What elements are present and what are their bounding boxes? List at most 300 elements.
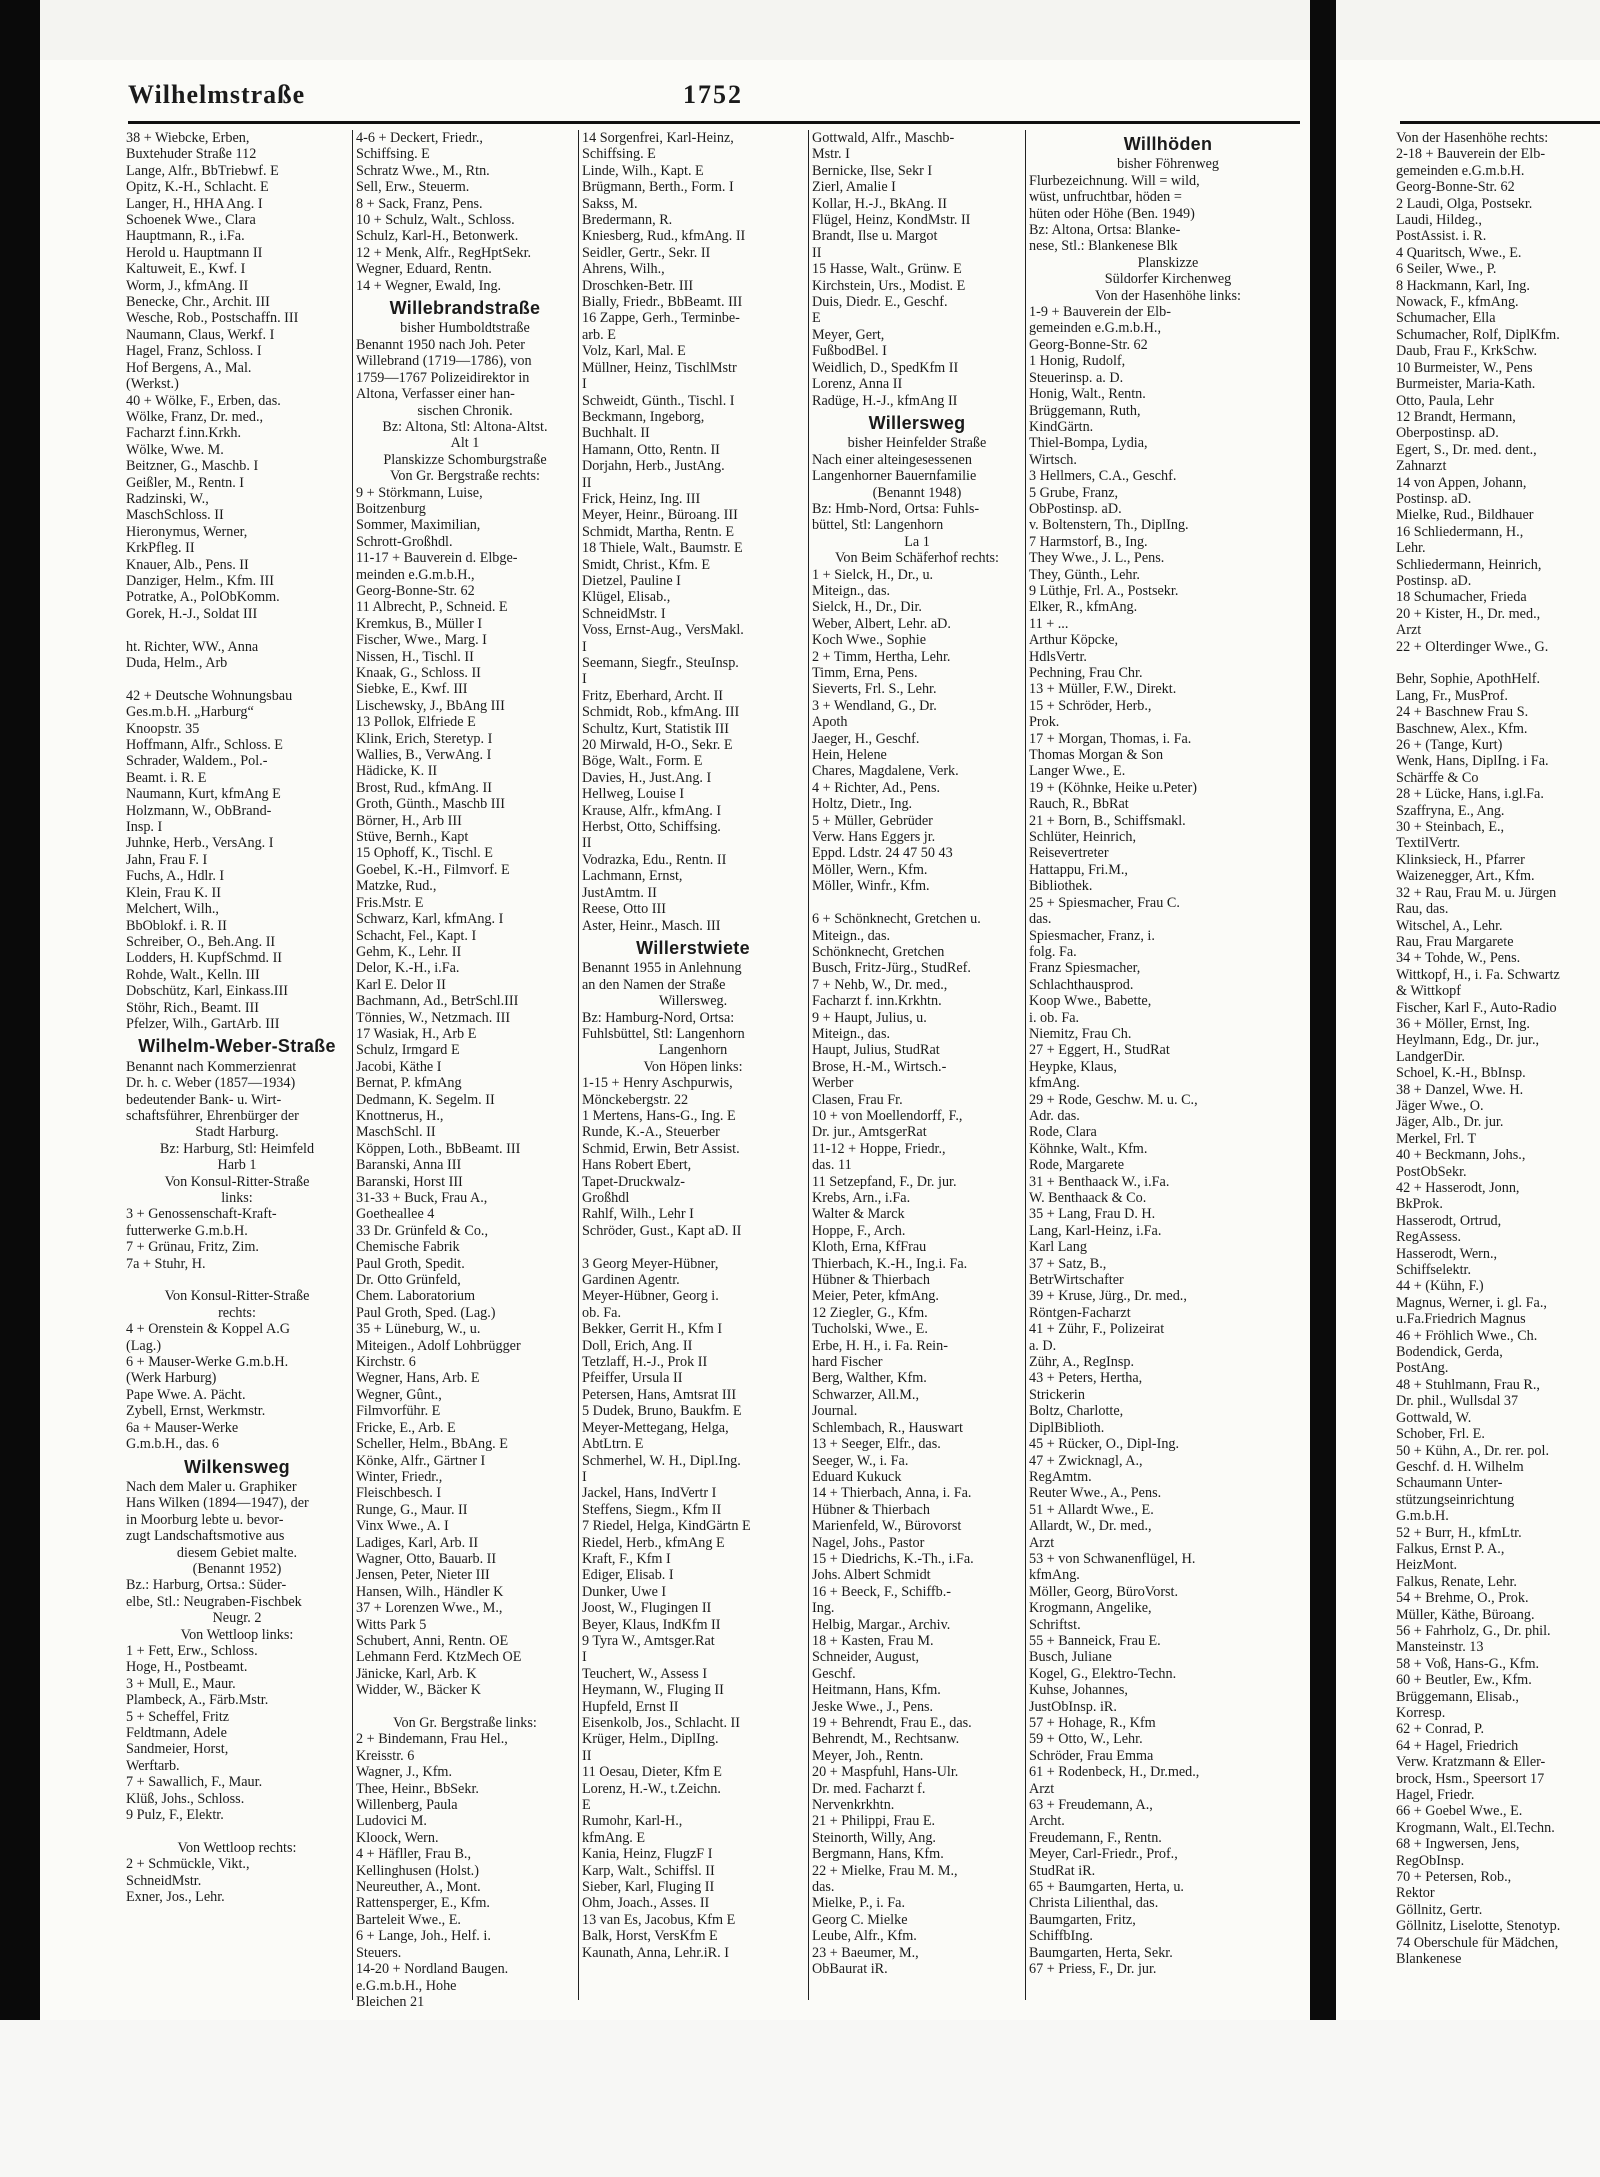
directory-line: Oberpostinsp. aD. <box>1396 425 1499 442</box>
directory-line: in Moorburg lebte u. bevor- <box>126 1511 284 1528</box>
directory-line: 9 + Störkmann, Luise, <box>356 484 483 501</box>
directory-line: Gorek, H.-J., Soldat III <box>126 605 258 622</box>
directory-line: Willebrand (1719—1786), von <box>356 353 532 370</box>
directory-line: 45 + Rücker, O., Dipl-Ing. <box>1029 1436 1180 1453</box>
directory-line: Ediger, Elisab. I <box>582 1567 674 1584</box>
directory-line: Kellinghusen (Holst.) <box>356 1862 479 1879</box>
directory-line: Schwarz, Karl, kfmAng. I <box>356 911 504 928</box>
directory-line: Schreiber, O., Beh.Ang. II <box>126 933 276 950</box>
directory-line: 4 + Richter, Ad., Pens. <box>812 779 941 796</box>
directory-line: bisher Humboldtstraße <box>400 320 530 337</box>
directory-line: 15 Ophoff, K., Tischl. E <box>356 845 493 862</box>
directory-line: Meyer-Mettegang, Helga, <box>582 1419 729 1436</box>
directory-line: Rektor <box>1396 1885 1435 1902</box>
page-gutter <box>1310 0 1336 2177</box>
directory-line: Goebel, K.-H., Filmvorf. E <box>356 861 510 878</box>
directory-line: Schmid, Erwin, Betr Assist. <box>582 1140 740 1157</box>
directory-line: Planskizze <box>1137 254 1199 271</box>
directory-line: v. Boltenstern, Th., DiplIng. <box>1029 517 1189 534</box>
directory-line: RegAssess. <box>1396 1229 1462 1246</box>
directory-column-2 <box>356 130 574 2010</box>
directory-line: 6 + Lange, Joh., Helf. i. <box>356 1928 491 1945</box>
directory-line: Bz: Altona, Ortsa: Blanke- <box>1029 222 1181 239</box>
directory-line: Witts Park 5 <box>356 1616 427 1633</box>
directory-line: Von Gr. Bergstraße links: <box>393 1715 537 1731</box>
running-head <box>128 80 1298 120</box>
directory-line: Behrendt, M., Rechtsanw. <box>812 1731 960 1748</box>
directory-line: 57 + Hohage, R., Kfm <box>1029 1715 1156 1731</box>
scan-left-edge <box>0 0 40 2177</box>
directory-line: 27 + Eggert, H., StudRat <box>1029 1042 1170 1059</box>
directory-line: Johs. Albert Schmidt <box>812 1567 931 1584</box>
directory-line: 19 + (Köhnke, Heike u.Peter) <box>1029 779 1197 796</box>
directory-line: Schultz, Kurt, Statistik III <box>582 720 729 737</box>
directory-line: 22 + Mielke, Frau M. M., <box>812 1862 958 1879</box>
directory-line: Ohm, Joach., Asses. II <box>582 1895 710 1912</box>
directory-line: Schmidt, Martha, Rentn. E <box>582 523 735 540</box>
directory-line: DiplBiblioth. <box>1029 1419 1105 1436</box>
directory-line: Filmvorführ. E <box>356 1403 441 1420</box>
directory-line: Bredermann, R. <box>582 212 673 229</box>
directory-line: schaftsführer, Ehrenbürger der <box>126 1107 299 1124</box>
directory-line: Von Wettloop rechts: <box>177 1839 297 1856</box>
directory-line: 37 + Satz, B., <box>1029 1255 1107 1272</box>
directory-line: Baranski, Anna III <box>356 1157 462 1174</box>
directory-line: Dedmann, K. Segelm. II <box>356 1091 495 1108</box>
directory-line: Zybell, Ernst, Werkmstr. <box>126 1403 266 1420</box>
directory-line: 34 + Tohde, W., Pens. <box>1396 950 1521 967</box>
directory-line: TextilVertr. <box>1396 835 1461 852</box>
directory-line: Benannt 1955 in Anlehnung <box>582 960 742 977</box>
directory-line: gemeinden e.G.m.b.H. <box>1396 162 1525 179</box>
directory-line: Apoth <box>812 714 848 731</box>
directory-line: Geißler, M., Rentn. I <box>126 474 245 491</box>
directory-line: 1 + Sielck, H., Dr., u. <box>812 566 934 583</box>
directory-line: Von Gr. Bergstraße rechts: <box>390 468 540 485</box>
directory-line: Jensen, Peter, Nieter III <box>356 1567 490 1584</box>
directory-line: (Werk Harburg) <box>126 1370 217 1387</box>
directory-line: 9 + Haupt, Julius, u. <box>812 1009 927 1026</box>
directory-line: PostAssist. i. R. <box>1396 228 1487 245</box>
directory-line: Journal. <box>812 1403 858 1420</box>
directory-line: 1-15 + Henry Aschpurwis, <box>582 1075 733 1092</box>
directory-line: nese, Stl.: Blankenese Blk <box>1029 238 1178 255</box>
directory-line: 35 + Lüneburg, W., u. <box>356 1321 481 1338</box>
directory-line: Krogmann, Walt., El.Techn. <box>1396 1819 1555 1836</box>
directory-line: kfmAng. E <box>582 1829 646 1846</box>
directory-line: e.G.m.b.H., Hohe <box>356 1977 457 1994</box>
directory-line: 70 + Petersen, Rob., <box>1396 1869 1512 1886</box>
directory-line: 56 + Fahrholz, G., Dr. phil. <box>1396 1622 1551 1639</box>
directory-line: 60 + Beutler, Ew., Kfm. <box>1396 1672 1532 1689</box>
directory-line: 55 + Banneick, Frau E. <box>1029 1632 1161 1649</box>
directory-line: Danziger, Helm., Kfm. III <box>126 572 274 589</box>
directory-line: MaschSchloss. II <box>126 507 224 524</box>
directory-line: La 1 <box>904 533 930 550</box>
directory-line: Börner, H., Arb III <box>356 812 462 829</box>
directory-line: Schröder, Frau Emma <box>1029 1747 1154 1764</box>
directory-line: Brüggemann, Elisab., <box>1396 1688 1519 1705</box>
directory-line: Bially, Friedr., BbBeamt. III <box>582 294 743 311</box>
directory-line: Möller, Winfr., Kfm. <box>812 878 930 895</box>
directory-line: 1 + Fett, Erw., Schloss. <box>126 1642 258 1659</box>
directory-line: Weidlich, D., SpedKfm II <box>812 359 959 376</box>
directory-line: 2-18 + Bauverein der Elb- <box>1396 146 1546 163</box>
directory-line: II <box>582 474 592 491</box>
directory-line: Haupt, Julius, StudRat <box>812 1042 940 1059</box>
directory-column-3 <box>582 130 804 2000</box>
directory-line: Hädicke, K. II <box>356 763 438 780</box>
directory-line: Sieverts, Frl. S., Lehr. <box>812 681 937 698</box>
directory-line: Matzke, Rud., <box>356 878 437 895</box>
directory-line: Voss, Ernst-Aug., VersMakl. <box>582 622 744 639</box>
directory-line: JustAmtm. II <box>582 884 657 901</box>
directory-line: & Wittkopf <box>1396 983 1461 1000</box>
directory-line: Flurbezeichnung. Will = wild, <box>1029 172 1200 189</box>
directory-line: Allardt, W., Dr. med., <box>1029 1518 1152 1535</box>
directory-line: Elker, R., kfmAng. <box>1029 599 1138 616</box>
directory-line: Wagner, J., Kfm. <box>356 1764 452 1781</box>
directory-line: 2 + Schmückle, Vikt., <box>126 1856 250 1873</box>
directory-line: Dr. jur., AmtsgerRat <box>812 1124 927 1141</box>
directory-line: 17 Wasiak, H., Arb E <box>356 1025 477 1042</box>
directory-line: Langer Wwe., E. <box>1029 763 1126 780</box>
directory-line: Werftarb. <box>126 1757 180 1774</box>
directory-line: Koop Wwe., Babette, <box>1029 993 1152 1010</box>
directory-line: Mansteinstr. 13 <box>1396 1639 1484 1656</box>
directory-line: 50 + Kühn, A., Dr. rer. pol. <box>1396 1442 1550 1459</box>
directory-line: I <box>582 376 587 393</box>
directory-line: Herbst, Otto, Schiffsing. <box>582 819 721 836</box>
directory-line: Hein, Helene <box>812 747 887 764</box>
directory-line: Beamt. i. R. E <box>126 769 207 786</box>
directory-line: Hagel, Friedr. <box>1396 1787 1475 1804</box>
directory-line: Stadt Harburg. <box>195 1124 279 1141</box>
directory-line: Rau, Frau Margarete <box>1396 933 1514 950</box>
street-heading: Willerstwiete <box>636 937 750 958</box>
directory-line: Hasserodt, Ortrud, <box>1396 1212 1502 1229</box>
directory-line: Miteign., das. <box>812 582 891 599</box>
directory-line: Arthur Köpcke, <box>1029 632 1119 649</box>
directory-line: Runde, K.-A., Steuerber <box>582 1124 720 1141</box>
directory-line: 13 Pollok, Elfriede E <box>356 714 476 731</box>
directory-line: Fritz, Eberhard, Archt. II <box>582 687 724 704</box>
directory-line: 11 Oesau, Dieter, Kfm E <box>582 1764 722 1781</box>
directory-line: 5 + Müller, Gebrüder <box>812 812 933 829</box>
directory-line: Willersweg. <box>658 993 728 1010</box>
directory-line: Hupfeld, Ernst II <box>582 1698 679 1715</box>
directory-line: (Lag.) <box>126 1337 162 1354</box>
directory-line: 25 + Spiesmacher, Frau C. <box>1029 894 1180 911</box>
directory-line: 1759—1767 Polizeidirektor in <box>356 369 530 386</box>
directory-line: Goetheallee 4 <box>356 1206 435 1223</box>
directory-line: Mielke, Rud., Bildhauer <box>1396 507 1534 524</box>
directory-column-4 <box>812 130 1022 2000</box>
directory-line: 47 + Zwicknagl, A., <box>1029 1452 1143 1469</box>
directory-line: das. <box>1029 911 1052 928</box>
directory-line: Chares, Magdalene, Verk. <box>812 763 959 780</box>
directory-line: Wallies, B., VerwAng. I <box>356 747 492 764</box>
directory-line: 14 von Appen, Johann, <box>1396 474 1527 491</box>
directory-line: Von Höpen links: <box>643 1058 743 1075</box>
directory-line: Buxtehuder Straße 112 <box>126 146 257 163</box>
directory-line: Berg, Walther, Kfm. <box>812 1370 927 1387</box>
directory-line: Sandmeier, Horst, <box>126 1741 229 1758</box>
directory-line: Bz.: Harburg, Ortsa.: Süder- <box>126 1577 287 1594</box>
directory-line: Miteign., das. <box>812 927 891 944</box>
directory-line: Willenberg, Paula <box>356 1797 458 1814</box>
directory-line: Bz: Altona, Stl: Altona-Altst. <box>382 418 548 435</box>
directory-line: Juhnke, Herb., VersAng. I <box>126 835 274 852</box>
directory-line: Seeger, W., i. Fa. <box>812 1452 909 1469</box>
directory-line: 20 + Kister, H., Dr. med., <box>1396 605 1541 622</box>
directory-line: arb. E <box>582 326 616 343</box>
directory-line: Holtz, Dietr., Ing. <box>812 796 913 813</box>
directory-line: Harb 1 <box>217 1157 257 1174</box>
directory-line: 29 + Rode, Geschw. M. u. C., <box>1029 1091 1198 1108</box>
directory-line: 58 + Voß, Hans-G., Kfm. <box>1396 1655 1540 1672</box>
directory-line: Schoenek Wwe., Clara <box>126 212 256 229</box>
directory-line: Meier, Peter, kfmAng. <box>812 1288 939 1305</box>
directory-line: Groth, Günth., Maschb III <box>356 796 505 813</box>
directory-line: Wölke, Franz, Dr. med., <box>126 408 264 425</box>
directory-line: 42 + Hasserodt, Jonn, <box>1396 1180 1520 1196</box>
directory-line: II <box>812 244 822 261</box>
directory-line: Schiffselektr. <box>1396 1262 1471 1279</box>
header-rule <box>128 121 1300 124</box>
directory-line: 59 + Otto, W., Lehr. <box>1029 1731 1143 1748</box>
directory-line: Heitmann, Hans, Kfm. <box>812 1682 941 1699</box>
directory-line: Köppen, Loth., BbBeamt. III <box>356 1140 521 1157</box>
directory-line: Kraft, F., Kfm I <box>582 1550 671 1567</box>
directory-line: Busch, Juliane <box>1029 1649 1112 1666</box>
scan-bottom-margin <box>0 2020 1600 2177</box>
directory-line: Doll, Erich, Ang. II <box>582 1337 693 1354</box>
directory-line: Postinsp. aD. <box>1396 490 1472 507</box>
directory-line: Georg-Bonne-Str. 62 <box>1029 336 1148 353</box>
directory-line: Schober, Frl. E. <box>1396 1426 1485 1443</box>
directory-line: Brügmann, Berth., Form. I <box>582 179 734 196</box>
directory-line: Postinsp. aD. <box>1396 572 1472 589</box>
directory-line: Buchhalt. II <box>582 425 650 442</box>
directory-line: Lischewsky, J., BbAng III <box>356 697 505 714</box>
directory-line: Pape Wwe. A. Pächt. <box>126 1386 246 1403</box>
directory-line: Von der Hasenhöhe rechts: <box>1396 130 1549 146</box>
directory-line: Gehm, K., Lehr. II <box>356 943 462 960</box>
directory-line: Riedel, Herb., kfmAng E <box>582 1534 725 1551</box>
directory-line: Bz: Hmb-Nord, Ortsa: Fuhls- <box>812 500 980 517</box>
directory-line: Hansen, Wilh., Händler K <box>356 1583 504 1600</box>
directory-line: 67 + Priess, F., Dr. jur. <box>1029 1961 1157 1978</box>
directory-line: Bibliothek. <box>1029 878 1093 895</box>
directory-line: 53 + von Schwanenflügel, H. <box>1029 1550 1196 1567</box>
directory-line: Heymann, W., Fluging II <box>582 1682 724 1699</box>
directory-line: Behr, Sophie, ApothHelf. <box>1396 671 1541 688</box>
directory-line: bisher Föhrenweg <box>1116 156 1220 173</box>
directory-line: Nowack, F., kfmAng. <box>1396 294 1519 311</box>
directory-line: Spiesmacher, Franz, i. <box>1029 927 1155 944</box>
directory-line: Süldorfer Kirchenweg <box>1104 271 1232 288</box>
directory-line: 52 + Burr, H., kfmLtr. <box>1396 1524 1522 1541</box>
directory-line: 5 Grube, Franz, <box>1029 484 1119 501</box>
directory-line: Boltz, Charlotte, <box>1029 1403 1124 1420</box>
directory-line: Möller, Wern., Kfm. <box>812 861 928 878</box>
directory-line: Lachmann, Ernst, <box>582 868 683 885</box>
directory-line: Balk, Horst, VersKfm E <box>582 1928 718 1945</box>
directory-line: Von Konsul-Ritter-Straße <box>164 1173 310 1190</box>
directory-line: Dunker, Uwe I <box>582 1583 667 1600</box>
directory-line: Hübner & Thierbach <box>812 1501 930 1518</box>
directory-line: bedeutender Bank- u. Wirt- <box>126 1091 282 1108</box>
directory-line: Hübner & Thierbach <box>812 1272 930 1289</box>
directory-line: 13 + Müller, F.W., Direkt. <box>1029 681 1177 698</box>
directory-line: 7 + Nehb, W., Dr. med., <box>812 976 948 993</box>
directory-line: 16 + Beeck, F., Schiffb.- <box>812 1583 951 1600</box>
directory-line: Dr. Otto Grünfeld, <box>356 1272 461 1289</box>
directory-line: Wegner, Eduard, Rentn. <box>356 261 492 278</box>
directory-line: Pechning, Frau Chr. <box>1029 665 1143 681</box>
directory-line: 1 Mertens, Hans-G., Ing. E <box>582 1107 736 1124</box>
directory-line: 3 + Mull, E., Maur. <box>126 1675 236 1692</box>
directory-line: Kirchstein, Urs., Modist. E <box>812 277 966 294</box>
directory-line: Klügel, Elisab., <box>582 589 671 606</box>
directory-line: 18 + Kasten, Frau M. <box>812 1632 934 1649</box>
directory-line: wüst, unfruchtbar, höden = <box>1029 189 1182 206</box>
directory-line: Sielck, H., Dr., Dir. <box>812 599 922 616</box>
directory-line: ObPostinsp. aD. <box>1029 500 1122 517</box>
directory-line: Feldtmann, Adele <box>126 1725 227 1741</box>
directory-line: 61 + Rodenbeck, H., Dr.med., <box>1029 1764 1200 1781</box>
directory-line: Geschf. <box>812 1665 856 1682</box>
directory-line: Karl Lang <box>1029 1239 1087 1256</box>
directory-line: zugt Landschaftsmotive aus <box>126 1528 285 1545</box>
directory-line: Schliedermann, Heinrich, <box>1396 556 1542 573</box>
directory-line: Schweidt, Günth., Tischl. I <box>582 392 735 409</box>
directory-line: 11 + ... <box>1029 615 1069 632</box>
directory-line: Neureuther, A., Mont. <box>356 1879 481 1896</box>
directory-line: 10 + von Moellendorff, F., <box>812 1107 963 1124</box>
directory-line: Mielke, P., i. Fa. <box>812 1895 906 1912</box>
directory-line: Rahlf, Wilh., Lehr I <box>582 1206 694 1223</box>
directory-line: Verw. Kratzmann & Eller- <box>1396 1754 1546 1771</box>
directory-line: Duda, Helm., Arb <box>126 655 228 671</box>
directory-line: 20 + Maspfuhl, Hans-Ulr. <box>812 1764 959 1781</box>
directory-line: Ing. <box>812 1600 835 1617</box>
directory-line: Schrader, Waldem., Pol.- <box>126 753 268 770</box>
directory-line: Lang, Karl-Heinz, i.Fa. <box>1029 1222 1162 1239</box>
directory-line: Langenhorner Bauernfamilie <box>812 468 977 485</box>
directory-line: Mönckebergstr. 22 <box>582 1091 689 1108</box>
directory-line: Rauch, R., BbRat <box>1029 796 1129 813</box>
directory-line: Geschf. d. H. Wilhelm <box>1396 1458 1524 1475</box>
directory-line: Blankenese <box>1396 1951 1462 1968</box>
directory-line: Sommer, Maximilian, <box>356 517 481 534</box>
directory-line: Baumgarten, Herta, Sekr. <box>1029 1944 1173 1961</box>
directory-line: Fricke, E., Arb. E <box>356 1419 456 1436</box>
directory-line: Pfeiffer, Ursula II <box>582 1370 683 1387</box>
directory-line: HeizMont. <box>1396 1557 1458 1574</box>
directory-line: Seidler, Gertr., Sekr. II <box>582 244 711 261</box>
directory-line: Reisevertreter <box>1029 845 1109 862</box>
directory-line: 54 + Brehme, O., Prok. <box>1396 1590 1529 1607</box>
directory-line: Jänicke, Karl, Arb. K <box>356 1665 477 1682</box>
directory-line: 18 Schumacher, Frieda <box>1396 589 1527 606</box>
directory-line: Bodendick, Gerda, <box>1396 1344 1503 1361</box>
directory-line: Melchert, Wilh., <box>126 901 219 918</box>
directory-line: brock, Hsm., Speersort 17 <box>1396 1770 1545 1787</box>
directory-line: Rode, Clara <box>1029 1124 1097 1141</box>
directory-line: Bachmann, Ad., BetrSchl.III <box>356 993 519 1010</box>
directory-column-5 <box>1029 130 1307 2000</box>
directory-line: Prok. <box>1029 714 1060 731</box>
directory-line: Brost, Rud., kfmAng. II <box>356 779 492 796</box>
directory-line: 21 + Born, B., Schiffsmakl. <box>1029 812 1186 829</box>
directory-line: Hieronymus, Werner, <box>126 523 248 540</box>
directory-line: Miteigen., Adolf Lohbrügger <box>356 1337 521 1354</box>
directory-line: Sieber, Karl, Fluging II <box>582 1879 715 1896</box>
directory-line: Klüß, Johs., Schloss. <box>126 1790 245 1807</box>
directory-line: 46 + Fröhlich Wwe., Ch. <box>1396 1327 1538 1344</box>
directory-line: Scheller, Helm., BbAng. E <box>356 1436 508 1453</box>
directory-line: Erbe, H. H., i. Fa. Rein- <box>812 1337 948 1354</box>
directory-line: Joost, W., Flugingen II <box>582 1600 712 1617</box>
directory-line: Hauptmann, R., i.Fa. <box>126 228 245 245</box>
directory-line: 7a + Stuhr, H. <box>126 1255 206 1272</box>
directory-line: Kuhse, Johannes, <box>1029 1682 1128 1699</box>
street-heading: Willersweg <box>868 412 966 433</box>
directory-line: Opitz, K.-H., Schlacht. E <box>126 179 269 196</box>
directory-line: hüten oder Höhe (Ben. 1949) <box>1029 205 1195 222</box>
directory-line: Falkus, Renate, Lehr. <box>1396 1573 1517 1590</box>
directory-line: Karl E. Delor II <box>356 976 446 993</box>
directory-line: Fris.Mstr. E <box>356 894 424 911</box>
directory-line: Von der Hasenhöhe links: <box>1095 287 1241 304</box>
directory-line: Paul Groth, Sped. (Lag.) <box>356 1304 496 1321</box>
column-divider <box>578 130 579 2000</box>
directory-line: elbe, Stl.: Neugraben-Fischbek <box>126 1593 302 1610</box>
directory-line: Nagel, Johs., Pastor <box>812 1534 925 1551</box>
directory-line: Hoppe, F., Arch. <box>812 1222 906 1239</box>
directory-line: Zahnarzt <box>1396 458 1447 475</box>
directory-line: Fischer, Karl F., Auto-Radio <box>1396 999 1557 1016</box>
directory-line: Schoel, K.-H., BbInsp. <box>1396 1065 1526 1082</box>
directory-line: (Benannt 1948) <box>872 484 962 501</box>
directory-line: Stüve, Bernh., Kapt <box>356 829 469 846</box>
directory-line: 15 + Diedrichs, K.-Th., i.Fa. <box>812 1550 974 1567</box>
directory-line: Witschel, A., Lehr. <box>1396 917 1503 934</box>
directory-line: Neugr. 2 <box>212 1610 262 1627</box>
directory-line: Kloth, Erna, KfFrau <box>812 1239 927 1256</box>
directory-line: Petersen, Hans, Amtsrat III <box>582 1386 737 1403</box>
column-divider <box>352 130 353 2000</box>
directory-line: II <box>582 835 592 852</box>
directory-line: Klinksieck, H., Pfarrer <box>1396 851 1525 868</box>
directory-line: 1 Honig, Rudolf, <box>1029 353 1126 370</box>
directory-line: Bz: Harburg, Stl: Heimfeld <box>159 1140 315 1157</box>
directory-line: Frick, Heinz, Ing. III <box>582 490 701 507</box>
directory-line: 12 Brandt, Hermann, <box>1396 408 1516 425</box>
directory-line: LandgerDir. <box>1396 1048 1465 1065</box>
directory-line: RegObInsp. <box>1396 1852 1465 1869</box>
directory-line: 11 Albrecht, P., Schneid. E <box>356 599 508 616</box>
directory-line: Fischer, Wwe., Marg. I <box>356 632 487 649</box>
directory-line: 8 Hackmann, Karl, Ing. <box>1396 277 1530 294</box>
directory-line: Sell, Erw., Steuerm. <box>356 179 470 196</box>
directory-line: Schönknecht, Gretchen <box>812 943 945 960</box>
directory-line: Plambeck, A., Färb.Mstr. <box>126 1692 269 1709</box>
directory-line: Jahn, Frau F. I <box>126 851 208 868</box>
directory-line: Knoopstr. 35 <box>126 720 200 737</box>
